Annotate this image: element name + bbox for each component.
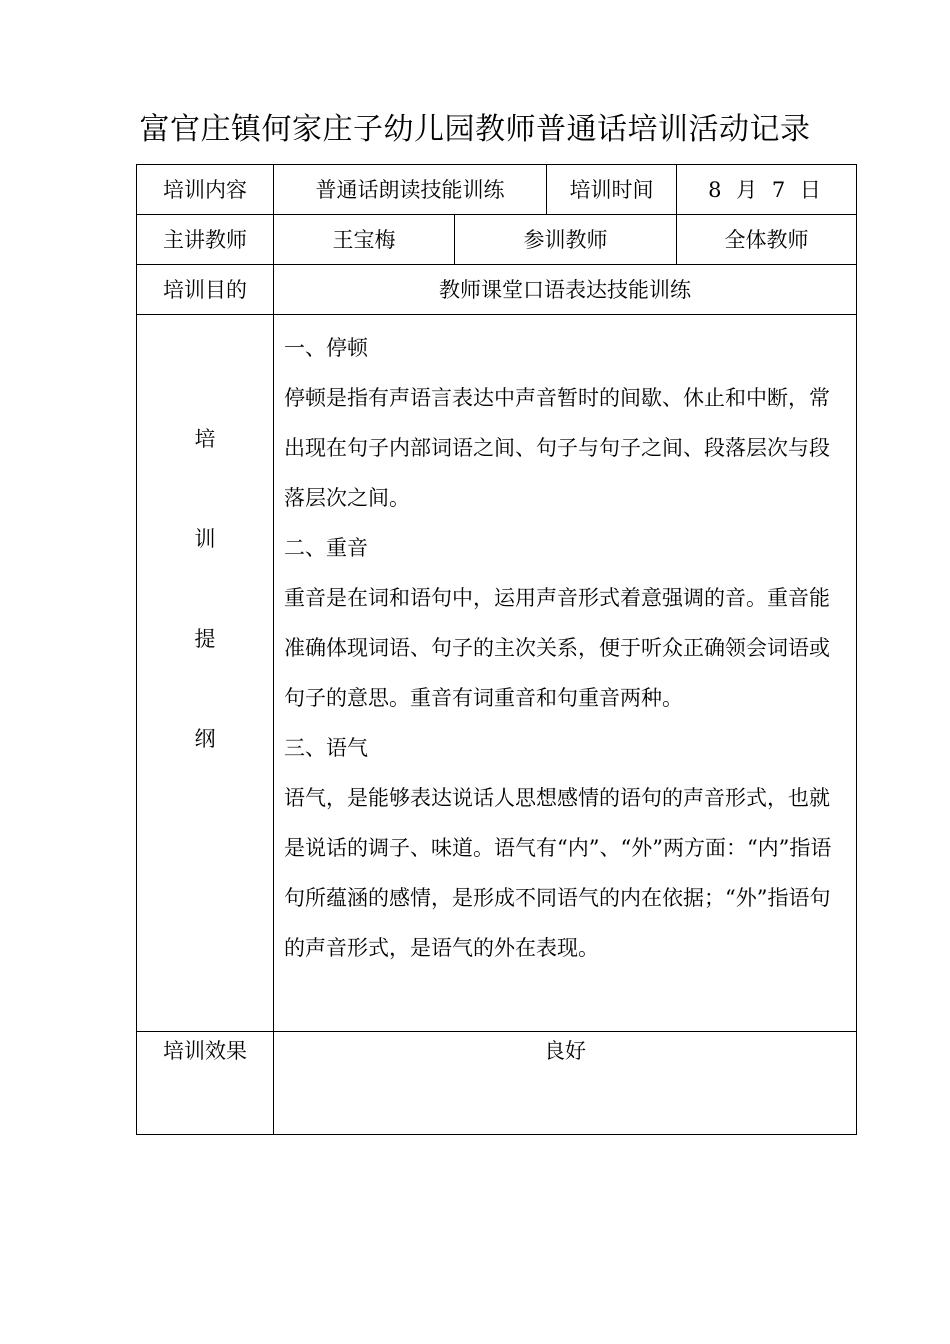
- table-row: [137, 215, 857, 265]
- outline-label-cell: [137, 315, 274, 1032]
- content-label: 培训内容: [137, 165, 274, 215]
- effect-value: 良好: [274, 1032, 857, 1135]
- outline-paragraph-stress: 重音是在词和语句中，运用声音形式着意强调的音。重音能准确体现词语、句子的主次关系，便于听众正确领会词语或句子的意思。重音有词重音和句重音两种。: [284, 586, 830, 710]
- purpose-label: 培训目的: [137, 265, 274, 315]
- outline-label-char: 培: [194, 427, 216, 451]
- effect-label: 培训效果: [137, 1032, 274, 1135]
- content-value: 普通话朗读技能训练: [274, 165, 547, 215]
- outline-paragraph-pause: 停顿是指有声语言表达中声音暂时的间歇、休止和中断，常出现在句子内部词语之间、句子与句子之间、段落层次与段落层次之间。: [284, 386, 830, 510]
- outline-heading-stress: 二、重音: [284, 536, 368, 560]
- outline-label-char: 提: [194, 627, 216, 651]
- participants-value: 全体教师: [677, 215, 857, 265]
- outline-label-char: 训: [194, 527, 216, 551]
- outline-heading-pause: 一、停顿: [284, 336, 368, 360]
- training-record-table: [136, 164, 857, 1135]
- time-value: 8 月 7 日: [677, 165, 857, 215]
- participants-label: 参训教师: [455, 215, 677, 265]
- table-row: [137, 165, 857, 215]
- outline-label: [137, 315, 273, 819]
- page-title: 富官庄镇何家庄子幼儿园教师普通话培训活动记录: [139, 112, 811, 147]
- time-label: 培训时间: [547, 165, 677, 215]
- table-row: [137, 315, 857, 1032]
- outline-content: [274, 315, 857, 1032]
- outline-label-char: 纲: [194, 727, 216, 751]
- lecturer-label: 主讲教师: [137, 215, 274, 265]
- table-row: [137, 1032, 857, 1135]
- table-row: [137, 265, 857, 315]
- outline-heading-tone: 三、语气: [284, 736, 368, 760]
- outline-paragraph-tone: 语气，是能够表达说话人思想感情的语句的声音形式，也就是说话的调子、味道。语气有“内”、“外”两方面：“内”指语句所蕴涵的感情，是形成不同语气的内在依据；“外”指语句的声音形式，是语气的外在表现。: [284, 786, 832, 960]
- purpose-value: 教师课堂口语表达技能训练: [274, 265, 857, 315]
- lecturer-value: 王宝梅: [274, 215, 455, 265]
